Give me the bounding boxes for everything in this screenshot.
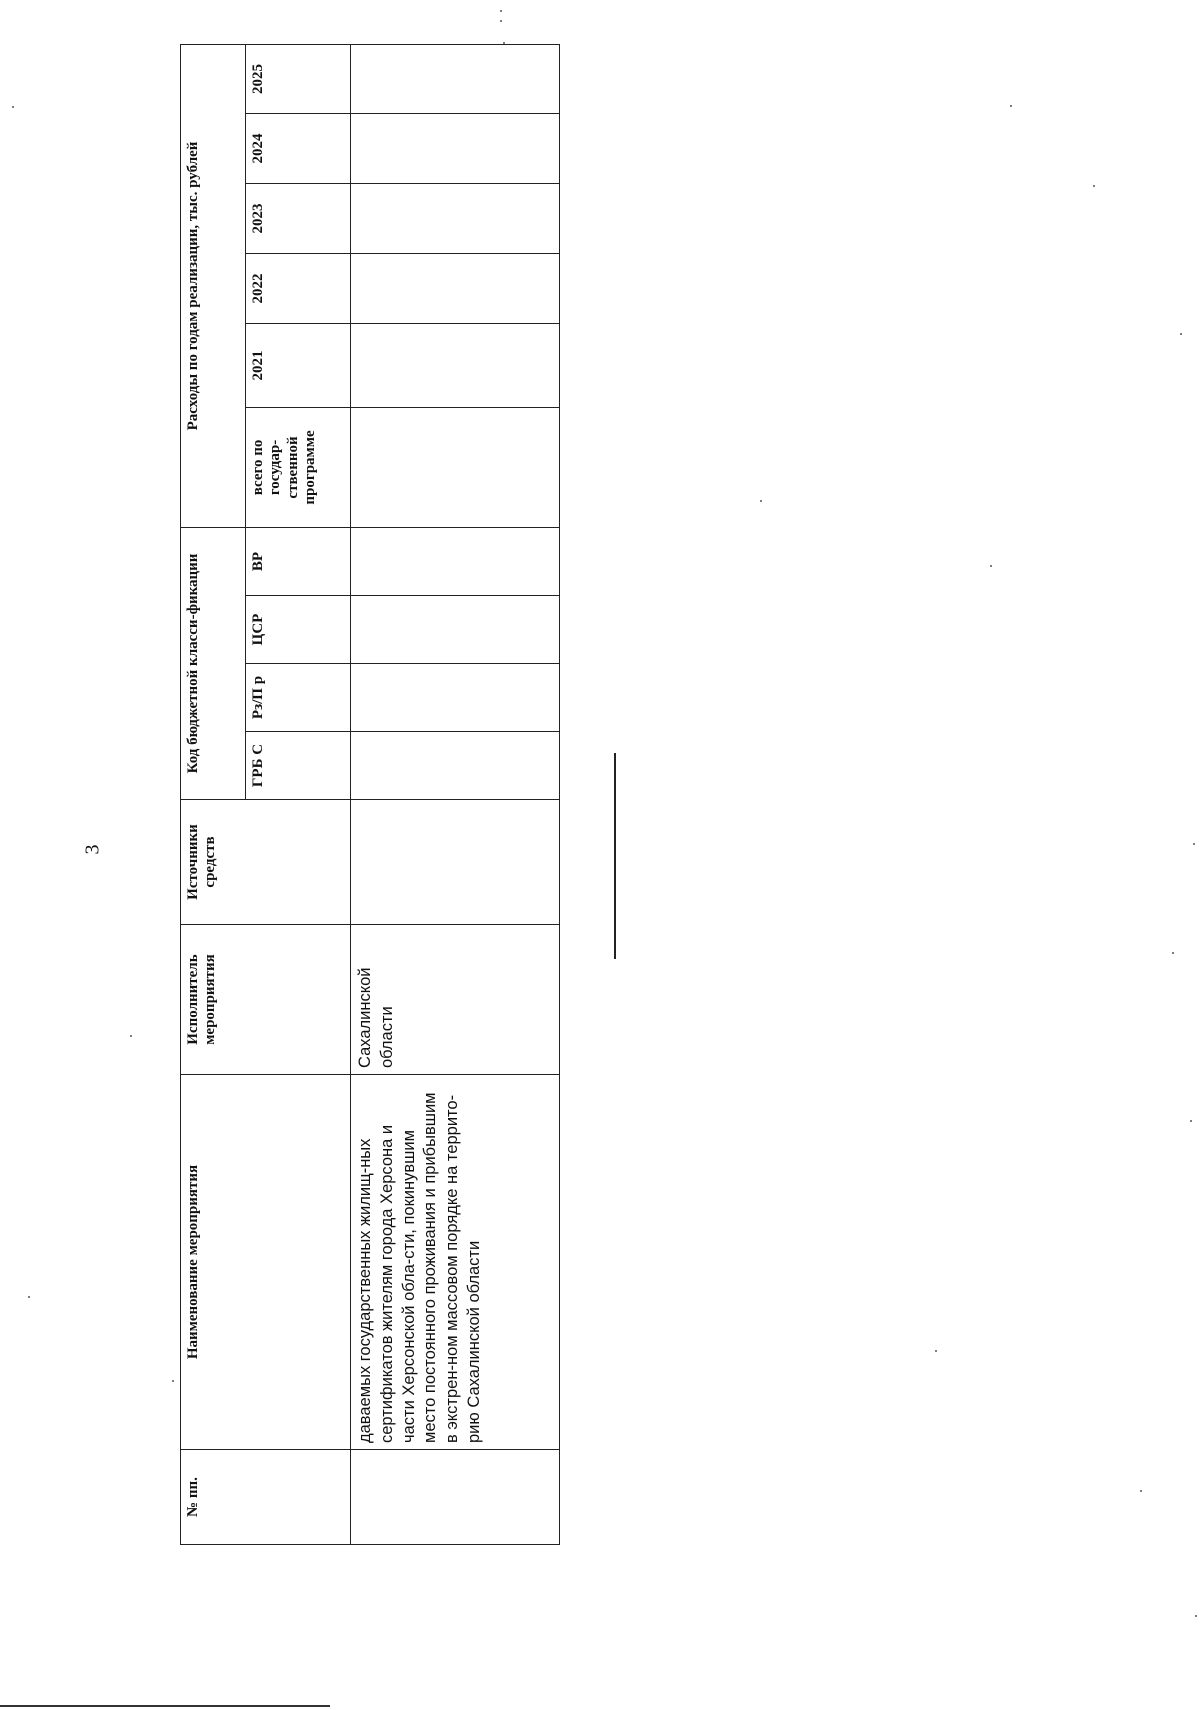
header-total: всего по государ-ственной программе (246, 407, 351, 527)
scan-speck (1093, 185, 1095, 187)
bottom-edge-rule (0, 1705, 330, 1707)
cell-executor: Сахалинской области (351, 925, 560, 1075)
header-year-2025: 2025 (246, 44, 351, 113)
header-year-2023: 2023 (246, 183, 351, 253)
table-row (351, 44, 560, 1544)
scan-speck (760, 500, 762, 502)
cell-rzpr (351, 664, 560, 732)
program-events-table (180, 44, 560, 1545)
cell-vr (351, 527, 560, 595)
header-executor: Исполнитель мероприятия (181, 925, 351, 1075)
header-rzpr: Рз/П р (246, 664, 351, 732)
cell-name: даваемых государственных жилищ-ных сертификатов жителям города Херсона и части Херсонской обла-сти, покинувшим место постоянного проживания и прибывшим в экстрен-ном массовом порядке на террито-рию Сахалинской области (351, 1075, 560, 1450)
cell-num (351, 1450, 560, 1545)
header-year-2022: 2022 (246, 253, 351, 323)
header-csr: ЦСР (246, 596, 351, 664)
table-container (180, 45, 560, 1545)
scan-speck (1180, 333, 1182, 335)
header-sources: Источники средств (181, 800, 351, 925)
scan-speck (990, 565, 992, 567)
scan-speck (1140, 1490, 1142, 1492)
scan-speck (1193, 843, 1195, 845)
scan-speck (172, 1380, 174, 1382)
cell-2024 (351, 113, 560, 183)
scan-speck (1190, 1120, 1192, 1122)
signature-separator-line (614, 753, 616, 959)
page-number: 3 (81, 844, 104, 855)
scan-speck (503, 42, 505, 44)
rotated-table-wrapper (180, 45, 560, 1545)
scan-speck (500, 10, 502, 12)
scan-speck (935, 1350, 937, 1352)
scan-speck (130, 1035, 132, 1037)
scan-speck (1172, 952, 1174, 954)
header-budget-code: Код бюджетной класси-фикации (181, 527, 246, 799)
cell-2022 (351, 253, 560, 323)
cell-2023 (351, 183, 560, 253)
scan-speck (12, 106, 14, 108)
cell-2025 (351, 44, 560, 113)
header-year-2021: 2021 (246, 323, 351, 407)
cell-csr (351, 596, 560, 664)
scan-speck (1195, 1615, 1197, 1617)
header-num: № пп. (181, 1450, 351, 1545)
scan-speck (28, 1296, 30, 1298)
cell-grbs (351, 732, 560, 800)
header-row-1 (181, 44, 246, 1544)
scan-speck (500, 20, 502, 22)
scan-speck (1010, 105, 1012, 107)
header-vr: ВР (246, 527, 351, 595)
header-grbs: ГРБ С (246, 732, 351, 800)
header-name: Наименование мероприятия (181, 1075, 351, 1450)
header-year-2024: 2024 (246, 113, 351, 183)
header-expenses: Расходы по годам реализации, тыс. рублей (181, 44, 246, 527)
cell-2021 (351, 323, 560, 407)
cell-total (351, 407, 560, 527)
cell-sources (351, 800, 560, 925)
